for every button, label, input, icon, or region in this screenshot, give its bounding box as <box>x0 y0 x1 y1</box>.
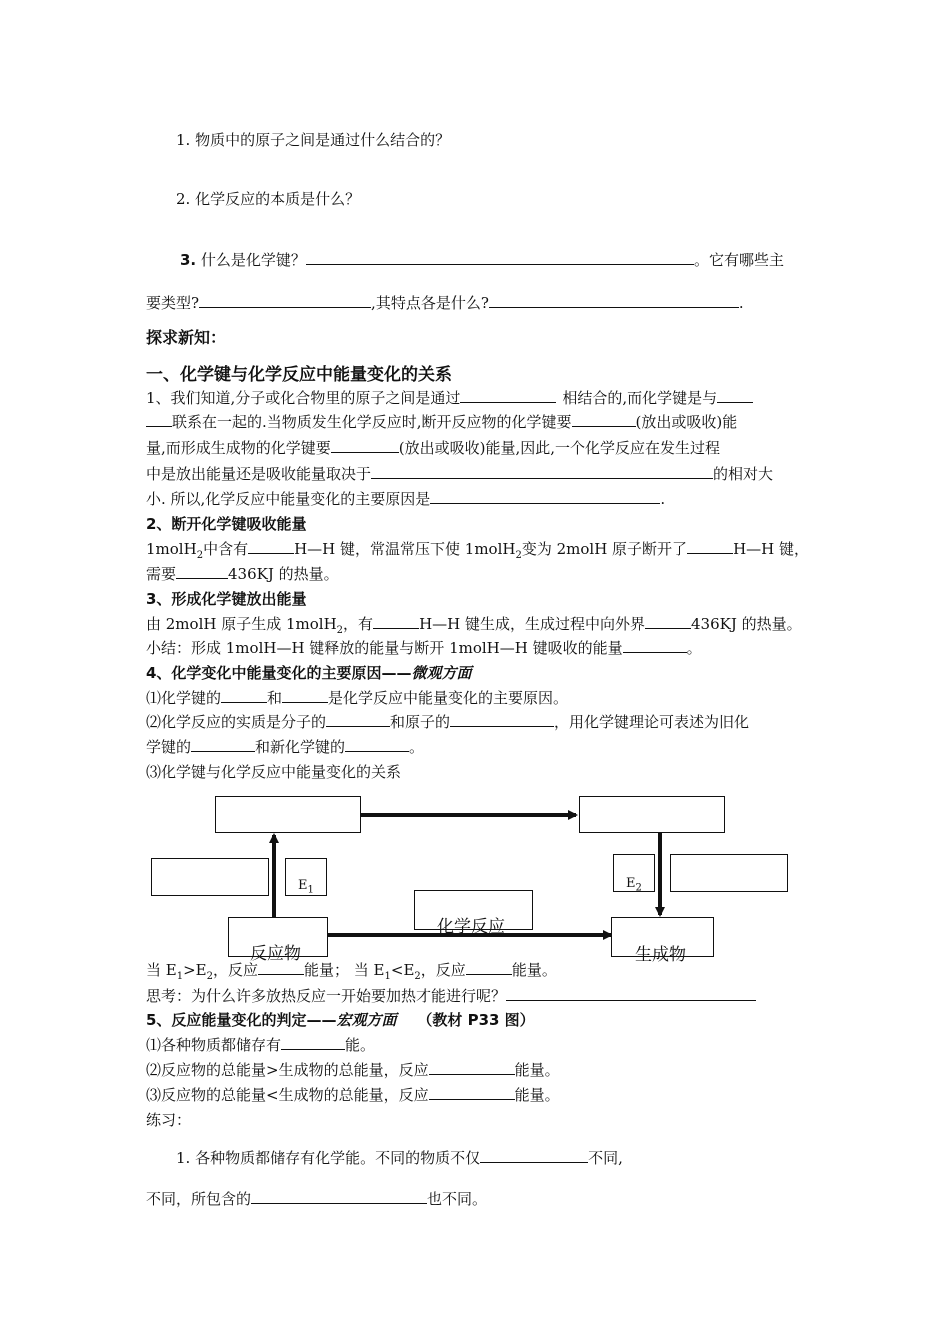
text: 小. 所以,化学反应中能量变化的主要原因是 <box>146 490 431 508</box>
text: (放出或吸收)能量,因此,一个化学反应在发生过程 <box>398 439 721 457</box>
text: ⑶反应物的总能量<生成物的总能量，反应 <box>146 1086 429 1104</box>
question-3-text: 。它有哪些主 <box>693 251 784 269</box>
text: >E <box>183 961 207 979</box>
blank-field[interactable] <box>258 960 304 975</box>
text: ⑵反应物的总能量>生成物的总能量，反应 <box>146 1061 429 1079</box>
diagram-box-top-right <box>579 796 725 833</box>
paragraph-line: ⑶化学键与化学反应中能量变化的关系 <box>146 763 402 781</box>
text: （教材 P33 图） <box>396 1011 535 1029</box>
question-3-text: 要类型? <box>146 294 200 312</box>
text: 也不同。 <box>427 1190 488 1208</box>
subscript: 2 <box>196 550 204 561</box>
blank-field[interactable] <box>466 960 512 975</box>
practice-label: 练习： <box>146 1111 192 1129</box>
text: 由 2molH 原子生成 1molH <box>146 615 337 633</box>
text: 是化学反应中能量变化的主要原因。 <box>328 689 569 707</box>
text: 能量； 当 E <box>304 961 385 979</box>
subscript: 1 <box>384 971 391 982</box>
text: 思考：为什么许多放热反应一开始要加热才能进行呢？ <box>146 987 507 1005</box>
paragraph-line <box>146 1085 560 1105</box>
text: E <box>626 876 636 891</box>
diagram-box-right <box>670 854 788 892</box>
text: E <box>298 878 308 893</box>
paragraph-line <box>146 1035 375 1055</box>
text: . <box>660 490 666 508</box>
text: ，有 <box>343 615 374 633</box>
text: 和原子的 <box>390 713 451 731</box>
subscript: 2 <box>635 882 642 894</box>
text: 能。 <box>345 1036 376 1054</box>
text: 当 E <box>146 961 177 979</box>
text: 中是放出能量还是吸收能量取决于 <box>146 465 372 483</box>
text: 1. 各种物质都储存有化学能。不同的物质不仅 <box>176 1149 481 1167</box>
text: ⑵化学反应的实质是分子的 <box>146 713 327 731</box>
blank-field[interactable] <box>429 1060 515 1075</box>
text: H—H 键， <box>733 540 809 558</box>
text: ，反应 <box>420 961 466 979</box>
text: (放出或吸收)能 <box>635 413 738 431</box>
question-3-number: 3. <box>180 251 197 269</box>
part-1-title: 一、化学键与化学反应中能量变化的关系 <box>146 365 452 385</box>
blank-field[interactable] <box>251 1189 427 1204</box>
question-3-text: 什么是化学键？ <box>200 251 306 269</box>
subscript: 1 <box>307 884 314 896</box>
part-3-title: 3、形成化学键放出能量 <box>146 590 307 608</box>
part-2-title: 2、断开化学键吸收能量 <box>146 515 307 533</box>
text: 不同，所包含的 <box>146 1190 252 1208</box>
text: 4、化学变化中能量变化的主要原因—— <box>146 664 412 682</box>
product-label: 生成物 <box>635 945 686 965</box>
e1-label <box>298 878 314 896</box>
reaction-label: 化学反应 <box>437 917 505 937</box>
text: 量,而形成生成物的化学键要 <box>146 439 331 457</box>
blank-field[interactable] <box>480 1148 588 1163</box>
practice-question-1-line-2 <box>146 1189 487 1209</box>
text: 联系在一起的.当物质发生化学反应时,断开反应物的化学键要 <box>172 413 572 431</box>
subscript: 2 <box>414 971 421 982</box>
paragraph-line <box>146 960 557 987</box>
text: 5、反应能量变化的判定—— <box>146 1011 337 1029</box>
question-1: 1. 物质中的原子之间是通过什么结合的？ <box>176 131 451 149</box>
diagram-box-top-left <box>215 796 361 833</box>
text: 。 <box>686 639 702 657</box>
text: 的相对大 <box>713 465 774 483</box>
section-heading: 探求新知： <box>146 328 227 347</box>
text: <E <box>390 961 415 979</box>
text: 微观方面 <box>411 664 472 682</box>
e2-label <box>626 876 642 894</box>
blank-field[interactable] <box>281 1035 345 1050</box>
text: 和 <box>267 689 283 707</box>
subscript: 2 <box>515 550 522 561</box>
text: ，用化学键理论可表述为旧化 <box>554 713 750 731</box>
text: 需要 <box>146 565 177 583</box>
subscript: 1 <box>176 971 184 982</box>
text: ⑴各种物质都储存有 <box>146 1036 282 1054</box>
practice-question-1 <box>176 1148 623 1168</box>
text: 436KJ 的热量。 <box>228 565 339 583</box>
question-2: 2. 化学反应的本质是什么？ <box>176 190 361 208</box>
subscript: 2 <box>206 971 213 982</box>
text: 1、我们知道,分子或化合物里的原子之间是通过 <box>146 389 461 407</box>
text: 和新化学键的 <box>255 738 346 756</box>
question-3-text: ,其特点各是什么? <box>371 294 489 312</box>
reactant-label: 反应物 <box>250 944 301 964</box>
text: H—H 键生成，生成过程中向外界 <box>419 615 645 633</box>
blank-field[interactable] <box>506 986 756 1001</box>
question-3-text: . <box>738 294 744 312</box>
text: 能量。 <box>514 1061 560 1079</box>
text: 。 <box>409 738 425 756</box>
text: 能量。 <box>511 961 557 979</box>
text: 学键的 <box>146 738 192 756</box>
text: ，反应 <box>213 961 259 979</box>
paragraph-line <box>146 1060 560 1080</box>
text: 中含有 <box>203 540 249 558</box>
text: 宏观方面 <box>336 1011 397 1029</box>
text: 小结：形成 1molH—H 键释放的能量与断开 1molH—H 键吸收的能量 <box>146 639 623 657</box>
text: 不同, <box>588 1149 623 1167</box>
text: H—H 键，常温常压下使 1molH <box>294 540 516 558</box>
text: 436KJ 的热量。 <box>691 615 802 633</box>
text: ⑴化学键的 <box>146 689 222 707</box>
text: 相结合的,而化学键是与 <box>562 389 718 407</box>
part-5-title <box>146 1010 535 1030</box>
diagram-box-left <box>151 858 269 896</box>
blank-field[interactable] <box>429 1085 515 1100</box>
think-question <box>146 986 756 1006</box>
text: 1molH <box>146 540 197 558</box>
text: 变为 2molH 原子断开了 <box>521 540 688 558</box>
subscript: 2 <box>336 625 344 636</box>
text: 能量。 <box>514 1086 560 1104</box>
